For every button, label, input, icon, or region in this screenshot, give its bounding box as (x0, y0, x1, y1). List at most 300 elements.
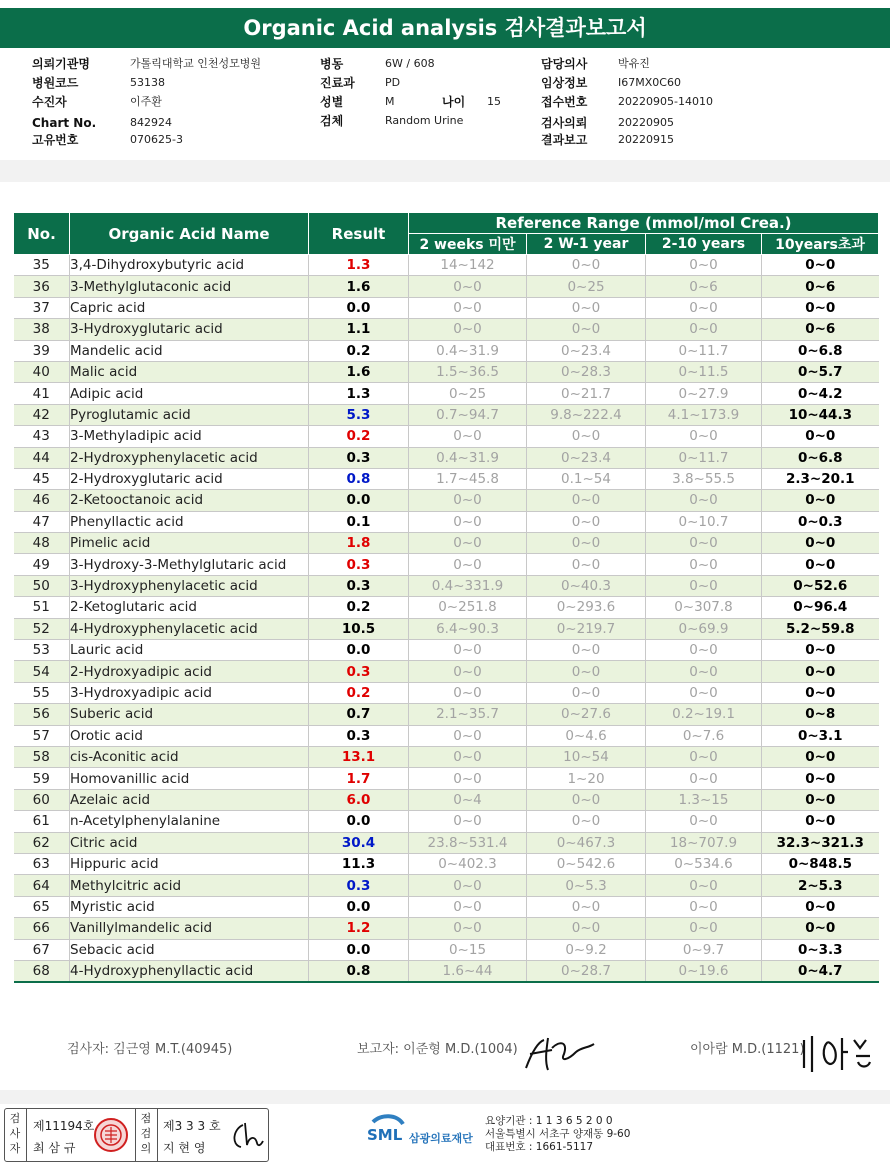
ref-2weeks: 0~0 (409, 768, 527, 789)
ref-10years-plus: 32.3~321.3 (762, 832, 879, 853)
ref-2-10years: 0~0 (646, 875, 762, 896)
ref-2weeks: 0~15 (409, 939, 527, 960)
row-no: 59 (14, 768, 70, 789)
ref-10years-plus: 5.2~59.8 (762, 618, 879, 639)
table-row (14, 896, 879, 917)
acid-name: cis-Aconitic acid (70, 746, 309, 767)
result-value: 0.0 (309, 490, 409, 511)
ref-2weeks: 0~0 (409, 746, 527, 767)
ref-2weeks: 1.6~44 (409, 960, 527, 982)
row-no: 46 (14, 490, 70, 511)
ref-2-10years: 0~11.5 (646, 361, 762, 382)
section-divider (0, 160, 890, 182)
ref-2weeks: 0~402.3 (409, 853, 527, 874)
physician-signature-mark (798, 1028, 878, 1076)
table-row (14, 554, 879, 575)
reporter-signature: 보고자: 이준형 M.D.(1004) (357, 1042, 518, 1057)
ref-2weeks: 0~0 (409, 511, 527, 532)
ref-10years-plus: 0~0 (762, 255, 879, 276)
table-row (14, 319, 879, 340)
info-value: PD (385, 76, 401, 89)
ref-2weeks: 23.8~531.4 (409, 832, 527, 853)
result-value: 1.6 (309, 361, 409, 382)
acid-name: 2-Ketoglutaric acid (70, 597, 309, 618)
ref-2w-1year: 0~0 (527, 554, 646, 575)
table-row (14, 340, 879, 361)
ref-2weeks: 0.7~94.7 (409, 404, 527, 425)
ref-2weeks: 0~251.8 (409, 597, 527, 618)
ref-10years-plus: 0~3.3 (762, 939, 879, 960)
ref-2w-1year: 0~219.7 (527, 618, 646, 639)
result-value: 1.6 (309, 276, 409, 297)
row-no: 53 (14, 640, 70, 661)
result-value: 0.0 (309, 939, 409, 960)
ref-10years-plus: 0~0 (762, 918, 879, 939)
result-value: 1.7 (309, 768, 409, 789)
ref-2weeks: 0~0 (409, 682, 527, 703)
info-label: 검사의뢰 (541, 116, 588, 130)
ref-2w-1year: 0~28.3 (527, 361, 646, 382)
ref-2-10years: 18~707.9 (646, 832, 762, 853)
ref-2weeks: 0~0 (409, 896, 527, 917)
ref-2-10years: 0~0 (646, 918, 762, 939)
table-row (14, 404, 879, 425)
ref-2weeks: 0~0 (409, 811, 527, 832)
row-no: 67 (14, 939, 70, 960)
acid-name: 4-Hydroxyphenylacetic acid (70, 618, 309, 639)
ref-2weeks: 0~0 (409, 533, 527, 554)
ref-2weeks: 0.4~331.9 (409, 575, 527, 596)
table-row (14, 618, 879, 639)
row-no: 68 (14, 960, 70, 982)
acid-name: 3-Hydroxyphenylacetic acid (70, 575, 309, 596)
table-row (14, 768, 879, 789)
lab-info (485, 1115, 630, 1154)
result-value: 0.3 (309, 875, 409, 896)
table-row (14, 468, 879, 489)
ref-10years-plus: 0~0 (762, 768, 879, 789)
result-value: 0.3 (309, 575, 409, 596)
info-value: 15 (487, 95, 501, 108)
ref-10years-plus: 0~0 (762, 661, 879, 682)
row-no: 45 (14, 468, 70, 489)
ref-2-10years: 0~0 (646, 896, 762, 917)
result-value: 0.2 (309, 597, 409, 618)
table-row (14, 939, 879, 960)
ref-2w-1year: 10~54 (527, 746, 646, 767)
result-value: 13.1 (309, 746, 409, 767)
ref-2w-1year: 0~9.2 (527, 939, 646, 960)
info-label: 의뢰기관명 (32, 57, 90, 71)
ref-2weeks: 0~0 (409, 554, 527, 575)
ref-2-10years: 4.1~173.9 (646, 404, 762, 425)
info-value: Random Urine (385, 114, 464, 127)
ref-2weeks: 0~0 (409, 319, 527, 340)
info-value: 070625-3 (130, 133, 183, 146)
table-row (14, 640, 879, 661)
ref-2weeks: 0~0 (409, 875, 527, 896)
ref-2w-1year: 0~0 (527, 811, 646, 832)
ref-10years-plus: 10~44.3 (762, 404, 879, 425)
ref-10years-plus: 2.3~20.1 (762, 468, 879, 489)
acid-name: Capric acid (70, 297, 309, 318)
ref-2-10years: 3.8~55.5 (646, 468, 762, 489)
ref-2w-1year: 0~21.7 (527, 383, 646, 404)
reviewer-name: 지 현 영 (163, 1141, 206, 1155)
acid-name: 3-Hydroxy-3-Methylglutaric acid (70, 554, 309, 575)
result-value: 6.0 (309, 789, 409, 810)
info-label: 수진자 (32, 95, 67, 109)
ref-2weeks: 0~25 (409, 383, 527, 404)
result-value: 0.3 (309, 661, 409, 682)
ref-10years-plus: 0~8 (762, 704, 879, 725)
info-value: 가톨릭대학교 인천성모병원 (130, 57, 262, 70)
ref-2weeks: 1.7~45.8 (409, 468, 527, 489)
ref-2w-1year: 0~293.6 (527, 597, 646, 618)
ref-2-10years: 0~0 (646, 682, 762, 703)
reviewer-signature-mark (227, 1119, 265, 1153)
ref-2-10years: 0~0 (646, 746, 762, 767)
ref-2-10years: 0~10.7 (646, 511, 762, 532)
ref-2weeks: 0.4~31.9 (409, 340, 527, 361)
lab-address: 서울특별시 서초구 양재동 9-60 (485, 1128, 631, 1140)
ref-2w-1year: 0~0 (527, 255, 646, 276)
info-label: 담당의사 (541, 57, 588, 71)
ref-2-10years: 1.3~15 (646, 789, 762, 810)
header-no: No. (14, 213, 70, 255)
acid-name: 4-Hydroxyphenyllactic acid (70, 960, 309, 982)
ref-10years-plus: 0~3.1 (762, 725, 879, 746)
acid-name: Hippuric acid (70, 853, 309, 874)
row-no: 48 (14, 533, 70, 554)
ref-2-10years: 0~0 (646, 426, 762, 447)
reviewer-no: 제3 3 3 호 (163, 1119, 221, 1133)
ref-2-10years: 0~11.7 (646, 447, 762, 468)
ref-10years-plus: 0~6.8 (762, 447, 879, 468)
acid-name: 3-Hydroxyadipic acid (70, 682, 309, 703)
header-age-group: 10years초과 (762, 234, 879, 255)
acid-name: Azelaic acid (70, 789, 309, 810)
row-no: 66 (14, 918, 70, 939)
result-value: 1.8 (309, 533, 409, 554)
result-value: 0.0 (309, 811, 409, 832)
acid-name: 2-Hydroxyglutaric acid (70, 468, 309, 489)
acid-name: Pyroglutamic acid (70, 404, 309, 425)
ref-2-10years: 0~534.6 (646, 853, 762, 874)
acid-name: 3-Hydroxyglutaric acid (70, 319, 309, 340)
lab-phone: 대표번호 : 1661-5117 (485, 1141, 594, 1153)
result-value: 0.0 (309, 640, 409, 661)
header-reference: Reference Range (mmol/mol Crea.) (409, 213, 879, 234)
ref-2weeks: 0~0 (409, 276, 527, 297)
info-value: 20220915 (618, 133, 674, 146)
table-row (14, 575, 879, 596)
ref-10years-plus: 2~5.3 (762, 875, 879, 896)
results-body (14, 255, 879, 983)
table-row (14, 832, 879, 853)
ref-2weeks: 1.5~36.5 (409, 361, 527, 382)
acid-name: Pimelic acid (70, 533, 309, 554)
ref-10years-plus: 0~0 (762, 490, 879, 511)
ref-2-10years: 0~0 (646, 255, 762, 276)
row-no: 44 (14, 447, 70, 468)
ref-2w-1year: 0~0 (527, 297, 646, 318)
row-no: 39 (14, 340, 70, 361)
row-no: 55 (14, 682, 70, 703)
ref-2-10years: 0~307.8 (646, 597, 762, 618)
ref-10years-plus: 0~0 (762, 682, 879, 703)
ref-2weeks: 0~0 (409, 640, 527, 661)
ref-10years-plus: 0~0 (762, 789, 879, 810)
result-value: 1.1 (309, 319, 409, 340)
ref-10years-plus: 0~0.3 (762, 511, 879, 532)
table-row (14, 255, 879, 276)
ref-2w-1year: 0~0 (527, 789, 646, 810)
row-no: 54 (14, 661, 70, 682)
ref-2w-1year: 0~0 (527, 511, 646, 532)
ref-2-10years: 0~0 (646, 768, 762, 789)
ref-10years-plus: 0~6 (762, 319, 879, 340)
ref-2-10years: 0~0 (646, 575, 762, 596)
info-label: 임상정보 (541, 76, 588, 90)
ref-10years-plus: 0~0 (762, 297, 879, 318)
ref-10years-plus: 0~0 (762, 896, 879, 917)
row-no: 60 (14, 789, 70, 810)
row-no: 49 (14, 554, 70, 575)
result-value: 0.0 (309, 297, 409, 318)
info-label: Chart No. (32, 116, 97, 130)
table-row (14, 661, 879, 682)
ref-10years-plus: 0~0 (762, 426, 879, 447)
table-row (14, 490, 879, 511)
ref-2weeks: 0.4~31.9 (409, 447, 527, 468)
ref-2w-1year: 0~25 (527, 276, 646, 297)
reviewer-label: 점검의 (140, 1112, 152, 1155)
ref-2w-1year: 0~23.4 (527, 340, 646, 361)
info-label: 결과보고 (541, 133, 588, 147)
result-value: 1.3 (309, 383, 409, 404)
ref-10years-plus: 0~0 (762, 554, 879, 575)
inspector-no: 제11194호 (33, 1119, 95, 1133)
ref-2w-1year: 9.8~222.4 (527, 404, 646, 425)
row-no: 58 (14, 746, 70, 767)
row-no: 65 (14, 896, 70, 917)
table-row (14, 297, 879, 318)
header-name: Organic Acid Name (70, 213, 309, 255)
inspector-label: 검사자 (9, 1112, 21, 1155)
result-value: 0.3 (309, 725, 409, 746)
header-result: Result (309, 213, 409, 255)
acid-name: Suberic acid (70, 704, 309, 725)
ref-2-10years: 0~7.6 (646, 725, 762, 746)
result-value: 0.3 (309, 554, 409, 575)
result-value: 1.2 (309, 918, 409, 939)
certification-box (4, 1108, 269, 1162)
ref-2weeks: 0~0 (409, 918, 527, 939)
table-row (14, 746, 879, 767)
row-no: 41 (14, 383, 70, 404)
acid-name: Mandelic acid (70, 340, 309, 361)
ref-2weeks: 0~0 (409, 426, 527, 447)
info-value: M (385, 95, 395, 108)
acid-name: Vanillylmandelic acid (70, 918, 309, 939)
ref-2w-1year: 0~23.4 (527, 447, 646, 468)
ref-2weeks: 2.1~35.7 (409, 704, 527, 725)
ref-2w-1year: 0~4.6 (527, 725, 646, 746)
ref-10years-plus: 0~0 (762, 640, 879, 661)
ref-10years-plus: 0~848.5 (762, 853, 879, 874)
ref-10years-plus: 0~5.7 (762, 361, 879, 382)
ref-2weeks: 6.4~90.3 (409, 618, 527, 639)
info-label: 병원코드 (32, 76, 79, 90)
ref-2w-1year: 0~27.6 (527, 704, 646, 725)
row-no: 51 (14, 597, 70, 618)
result-value: 11.3 (309, 853, 409, 874)
header-age-group: 2 weeks 미만 (409, 234, 527, 255)
report-title: Organic Acid analysis 검사결과보고서 (0, 8, 890, 48)
acid-name: Adipic acid (70, 383, 309, 404)
results-table (13, 212, 879, 983)
info-label: 접수번호 (541, 95, 588, 109)
row-no: 35 (14, 255, 70, 276)
row-no: 38 (14, 319, 70, 340)
ref-10years-plus: 0~0 (762, 811, 879, 832)
row-no: 61 (14, 811, 70, 832)
acid-name: 3-Methyladipic acid (70, 426, 309, 447)
acid-name: Citric acid (70, 832, 309, 853)
acid-name: Orotic acid (70, 725, 309, 746)
ref-2w-1year: 0~5.3 (527, 875, 646, 896)
row-no: 42 (14, 404, 70, 425)
info-value: 20220905 (618, 116, 674, 129)
ref-2w-1year: 0~28.7 (527, 960, 646, 982)
result-value: 0.7 (309, 704, 409, 725)
info-value: 박유진 (618, 57, 650, 70)
row-no: 36 (14, 276, 70, 297)
row-no: 43 (14, 426, 70, 447)
acid-name: 2-Ketooctanoic acid (70, 490, 309, 511)
info-label: 고유번호 (32, 133, 79, 147)
table-row (14, 276, 879, 297)
ref-2-10years: 0~19.6 (646, 960, 762, 982)
table-row (14, 383, 879, 404)
inspector-name: 최 삼 규 (33, 1141, 76, 1155)
header-age-group: 2-10 years (646, 234, 762, 255)
info-value: 이주환 (130, 95, 162, 108)
acid-name: Myristic acid (70, 896, 309, 917)
result-value: 0.2 (309, 340, 409, 361)
result-value: 0.2 (309, 682, 409, 703)
physician-signature: 이아람 M.D.(1121) (690, 1042, 805, 1057)
ref-2w-1year: 0~40.3 (527, 575, 646, 596)
result-value: 5.3 (309, 404, 409, 425)
ref-2w-1year: 0~0 (527, 533, 646, 554)
ref-2-10years: 0~0 (646, 661, 762, 682)
row-no: 57 (14, 725, 70, 746)
result-value: 10.5 (309, 618, 409, 639)
acid-name: 3,4-Dihydroxybutyric acid (70, 255, 309, 276)
ref-2w-1year: 0~0 (527, 918, 646, 939)
acid-name: n-Acetylphenylalanine (70, 811, 309, 832)
info-value: 842924 (130, 116, 172, 129)
info-value: 20220905-14010 (618, 95, 713, 108)
header-age-group: 2 W-1 year (527, 234, 646, 255)
row-no: 56 (14, 704, 70, 725)
lab-name: 삼광의료재단 (409, 1132, 473, 1145)
ref-2-10years: 0~9.7 (646, 939, 762, 960)
acid-name: Homovanillic acid (70, 768, 309, 789)
row-no: 47 (14, 511, 70, 532)
reporter-signature-mark (518, 1030, 598, 1075)
ref-2weeks: 0~0 (409, 490, 527, 511)
result-value: 0.8 (309, 468, 409, 489)
acid-name: Methylcitric acid (70, 875, 309, 896)
ref-2-10years: 0~0 (646, 533, 762, 554)
result-value: 0.1 (309, 511, 409, 532)
ref-10years-plus: 0~52.6 (762, 575, 879, 596)
row-no: 37 (14, 297, 70, 318)
ref-2-10years: 0~0 (646, 554, 762, 575)
ref-2weeks: 14~142 (409, 255, 527, 276)
table-row (14, 682, 879, 703)
result-value: 0.3 (309, 447, 409, 468)
ref-10years-plus: 0~6 (762, 276, 879, 297)
ref-2w-1year: 0~0 (527, 490, 646, 511)
table-row (14, 918, 879, 939)
ref-2-10years: 0.2~19.1 (646, 704, 762, 725)
patient-info (0, 56, 890, 156)
table-row (14, 361, 879, 382)
ref-2-10years: 0~0 (646, 640, 762, 661)
ref-10years-plus: 0~0 (762, 533, 879, 554)
ref-2w-1year: 0.1~54 (527, 468, 646, 489)
ref-2weeks: 0~4 (409, 789, 527, 810)
acid-name: Sebacic acid (70, 939, 309, 960)
ref-2-10years: 0~0 (646, 319, 762, 340)
ref-2w-1year: 0~542.6 (527, 853, 646, 874)
ref-10years-plus: 0~96.4 (762, 597, 879, 618)
result-value: 30.4 (309, 832, 409, 853)
row-no: 52 (14, 618, 70, 639)
table-row (14, 704, 879, 725)
table-row (14, 533, 879, 554)
lab-code: 요양기관 : 1 1 3 6 5 2 0 0 (485, 1115, 613, 1127)
table-row (14, 511, 879, 532)
table-row (14, 426, 879, 447)
seal-icon (93, 1117, 129, 1153)
ref-2-10years: 0~0 (646, 490, 762, 511)
result-value: 0.8 (309, 960, 409, 982)
ref-2w-1year: 0~0 (527, 640, 646, 661)
info-value: 6W / 608 (385, 57, 435, 70)
ref-2weeks: 0~0 (409, 297, 527, 318)
ref-2w-1year: 0~0 (527, 319, 646, 340)
ref-10years-plus: 0~4.2 (762, 383, 879, 404)
ref-2w-1year: 0~467.3 (527, 832, 646, 853)
ref-10years-plus: 0~4.7 (762, 960, 879, 982)
table-row (14, 960, 879, 982)
info-value: I67MX0C60 (618, 76, 681, 89)
ref-2w-1year: 0~0 (527, 661, 646, 682)
acid-name: Phenyllactic acid (70, 511, 309, 532)
info-label: 검체 (320, 114, 344, 128)
info-label: 나이 (442, 95, 466, 109)
acid-name: Lauric acid (70, 640, 309, 661)
table-row (14, 875, 879, 896)
row-no: 62 (14, 832, 70, 853)
result-value: 1.3 (309, 255, 409, 276)
ref-10years-plus: 0~0 (762, 746, 879, 767)
